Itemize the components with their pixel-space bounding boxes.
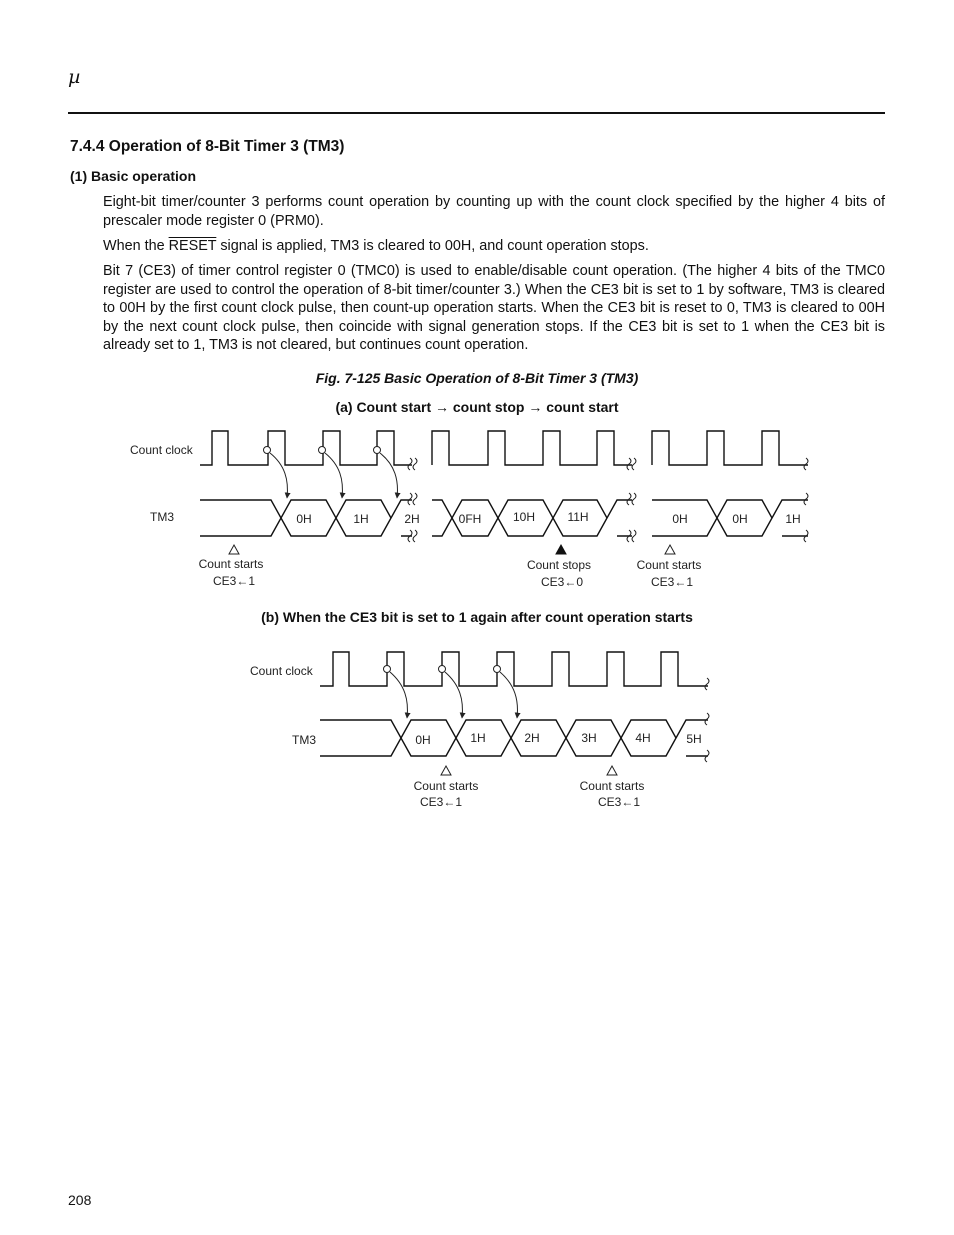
event-labels (414, 779, 645, 809)
count-clock-waveform (200, 431, 808, 465)
open-triangle-icon (607, 766, 617, 775)
timing-diagram-b (0, 640, 954, 815)
filled-triangle-icon (556, 545, 566, 554)
tm3-value: 1H (353, 512, 369, 526)
paragraph-2 (103, 237, 885, 256)
figure-a-title: (a) Count start → count stop → count start (335, 399, 619, 415)
event-label: Count starts (579, 779, 645, 793)
tm3-value: 0H (415, 733, 431, 747)
page-number: 208 (68, 1192, 92, 1208)
count-clock-label: Count clock (250, 664, 313, 678)
tm3-value: 2H (404, 512, 420, 526)
event-label: Count starts (636, 558, 702, 572)
count-clock-waveform (320, 652, 708, 686)
tm3-value: 1H (470, 731, 486, 745)
tm3-value: 2H (524, 731, 540, 745)
break-marks-clock (705, 678, 709, 690)
tm3-bus-waveform (200, 500, 808, 536)
figure-b-title: (b) When the CE3 bit is set to 1 again after count operation starts (261, 609, 693, 625)
event-label: CE3←0 (540, 575, 584, 589)
tm3-value: 0FH (458, 512, 482, 526)
tm3-value: 10H (512, 510, 536, 524)
event-label: Count stops (526, 558, 592, 572)
tm3-value: 0H (672, 512, 688, 526)
open-triangle-icon (665, 545, 675, 554)
tm3-value: 0H (732, 512, 748, 526)
event-label: CE3←1 (650, 575, 694, 589)
header-rule (68, 112, 885, 114)
header-mark: µ (68, 66, 81, 88)
tm3-value: 5H (686, 732, 702, 746)
figure-caption: Fig. 7-125 Basic Operation of 8-Bit Timer 3 (TM3) (315, 370, 639, 386)
paragraph-2-start: When the (103, 238, 169, 254)
break-marks-clock (408, 458, 808, 470)
event-label: Count starts (198, 557, 264, 571)
event-labels (199, 557, 702, 589)
tm3-value: 11H (567, 510, 589, 524)
tm3-value: 1H (785, 512, 801, 526)
trigger-arrows (390, 672, 517, 718)
event-label: CE3←1 (419, 795, 463, 809)
tm3-value: 3H (581, 731, 597, 745)
paragraph-3: Bit 7 (CE3) of timer control register 0 (TMC0) is used to enable/disable count operation. (The higher 4 bits of the TMC0 register are used to control the operation of 8-bit timer/counter 3.) When the CE3 bit is set to 1 by software, TM3 is cleared to 00H by the first count clock pulse, then count-up operation starts. When the CE3 bit is reset to 0, TM3 is cleared to 00H by the next count clock pulse, then coincide with signal generation stops. If the CE3 bit is set to 1 when the CE3 bit is already set to 1, TM3 is not cleared, but continues count operation. (103, 263, 885, 353)
paragraph-1: Eight-bit timer/counter 3 performs count operation by counting up with the count clock specified by the higher 4 bits of prescaler mode register 0 (PRM0). (103, 194, 885, 229)
trigger-arrows (270, 453, 397, 498)
reset-signal-name: RESET (168, 238, 217, 254)
tm3-value: 4H (635, 731, 651, 745)
tm3-value: 0H (296, 512, 312, 526)
open-triangle-icon (441, 766, 451, 775)
clock-edge-circles (384, 666, 501, 673)
clock-edge-circles (264, 447, 381, 454)
subsection-title: (1) Basic operation (70, 168, 197, 184)
count-clock-label: Count clock (130, 443, 193, 457)
event-label: CE3←1 (597, 795, 641, 809)
paragraph-2-end: signal is applied, TM3 is cleared to 00H, and count operation stops. (216, 238, 649, 254)
event-label: CE3←1 (212, 574, 256, 588)
tm3-label: TM3 (292, 733, 316, 747)
timing-diagram-a (0, 420, 954, 595)
tm3-values (296, 510, 800, 526)
open-triangle-icon (229, 545, 239, 554)
section-title: 7.4.4 Operation of 8-Bit Timer 3 (TM3) (70, 138, 345, 155)
tm3-label: TM3 (150, 510, 174, 524)
event-label: Count starts (413, 779, 479, 793)
